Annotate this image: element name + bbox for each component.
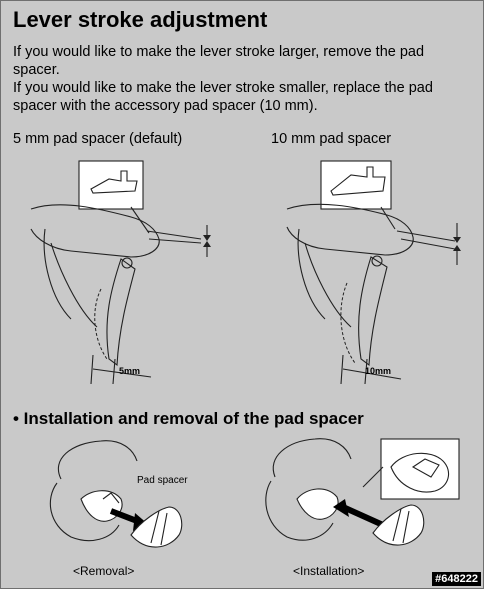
brake-lever — [359, 257, 387, 365]
brake-lever — [107, 259, 135, 365]
pad-spacer — [131, 507, 182, 547]
inset-box — [321, 161, 391, 209]
bracket-body — [31, 205, 159, 257]
caption-5mm-spacer: 5 mm pad spacer (default) — [13, 131, 183, 147]
pad-spacer — [373, 505, 424, 545]
page-title: Lever stroke adjustment — [13, 7, 268, 32]
intro-line-smaller: If you would like to make the lever stroke smaller, replace the pad spacer with the accessory pad spacer (10 mm). — [13, 80, 433, 114]
lever-illustration-10mm — [291, 159, 484, 389]
lever-travel-outline — [95, 289, 107, 359]
lever-travel-outline — [341, 283, 355, 363]
removal-illustration — [41, 439, 211, 559]
hand-outline — [273, 439, 351, 477]
caption-10mm-spacer: 10 mm pad spacer — [271, 131, 392, 147]
hand-outline — [58, 441, 137, 479]
detail-inset — [381, 439, 459, 499]
stroke-dimension-5mm: 5mm — [119, 366, 141, 376]
intro-text — [13, 43, 473, 115]
installation-caption: <Installation> — [293, 564, 365, 578]
removal-caption: <Removal> — [73, 564, 135, 578]
installation-illustration — [263, 437, 473, 562]
intro-line-larger: If you would like to make the lever stroke larger, remove the pad spacer. — [13, 44, 425, 78]
inset-box — [79, 161, 143, 209]
lever-bracket — [81, 491, 122, 522]
stroke-dimension-10mm: 10mm — [365, 366, 392, 376]
figure-id-badge: #648222 — [432, 572, 481, 586]
pad-spacer-label: Pad spacer — [137, 475, 188, 486]
lever-bracket — [297, 489, 338, 519]
section-heading: • Installation and removal of the pad spacer — [13, 409, 364, 428]
lever-illustration-5mm — [31, 159, 231, 389]
